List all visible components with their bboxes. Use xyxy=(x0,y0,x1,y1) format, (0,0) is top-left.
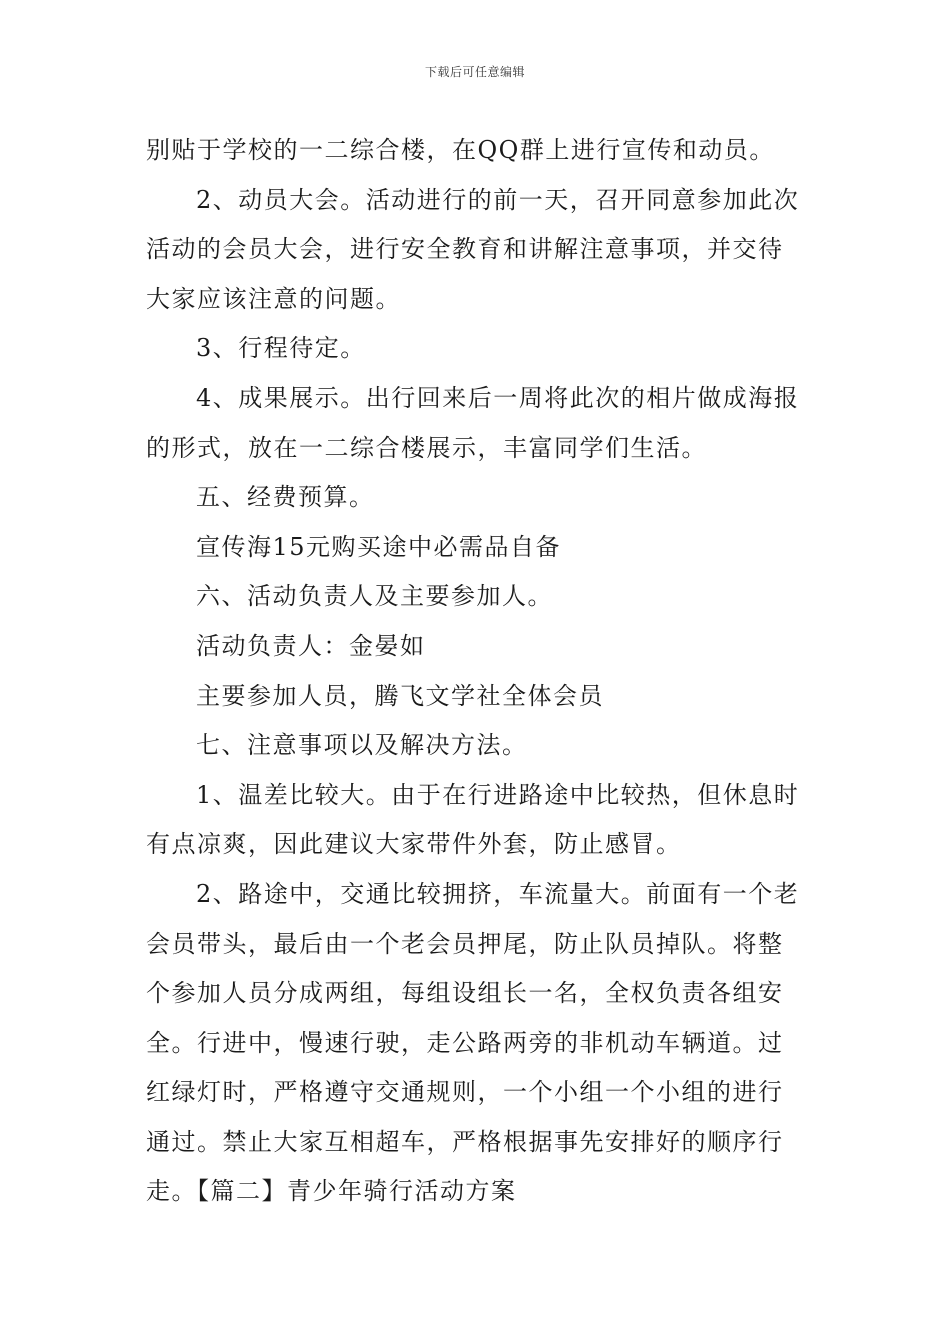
text-line: 有点凉爽，因此建议大家带件外套，防止感冒。 xyxy=(146,830,682,859)
text-line: 3、行程待定。 xyxy=(196,334,366,363)
text-line: 2、动员大会。活动进行的前一天，召开同意参加此次 xyxy=(196,185,800,214)
text-line: 六、活动负责人及主要参加人。 xyxy=(196,582,553,611)
text-line: 别贴于学校的一二综合楼，在QQ群上进行宣传和动员。 xyxy=(146,136,775,164)
text-line: 通过。禁止大家互相超车，严格根据事先安排好的顺序行 xyxy=(146,1127,784,1156)
text-line: 走。【篇二】青少年骑行活动方案 xyxy=(146,1177,517,1206)
text-line: 的形式，放在一二综合楼展示，丰富同学们生活。 xyxy=(146,433,707,462)
text-line: 七、注意事项以及解决方法。 xyxy=(196,731,528,760)
text-line: 个参加人员分成两组，每组设组长一名，全权负责各组安 xyxy=(146,979,784,1008)
text-line: 活动的会员大会，进行安全教育和讲解注意事项，并交待 xyxy=(146,235,784,264)
text-line: 红绿灯时，严格遵守交通规则，一个小组一个小组的进行 xyxy=(146,1078,784,1107)
text-line: 全。行进中，慢速行驶，走公路两旁的非机动车辆道。过 xyxy=(146,1028,784,1057)
text-line: 大家应该注意的问题。 xyxy=(146,284,401,313)
text-line: 宣传海15元购买途中必需品自备 xyxy=(196,532,562,561)
text-line: 主要参加人员，腾飞文学社全体会员 xyxy=(196,681,604,710)
text-line: 2、路途中，交通比较拥挤，车流量大。前面有一个老 xyxy=(196,879,800,908)
text-line: 会员带头，最后由一个老会员押尾，防止队员掉队。将整 xyxy=(146,929,784,958)
text-line: 五、经费预算。 xyxy=(196,483,375,512)
text-line: 活动负责人：金晏如 xyxy=(196,631,426,660)
text-line: 1、温差比较大。由于在行进路途中比较热，但休息时 xyxy=(196,780,800,809)
document-body xyxy=(146,126,806,1217)
text-line: 4、成果展示。出行回来后一周将此次的相片做成海报 xyxy=(196,383,800,412)
page-header: 下载后可任意编辑 xyxy=(424,65,525,79)
